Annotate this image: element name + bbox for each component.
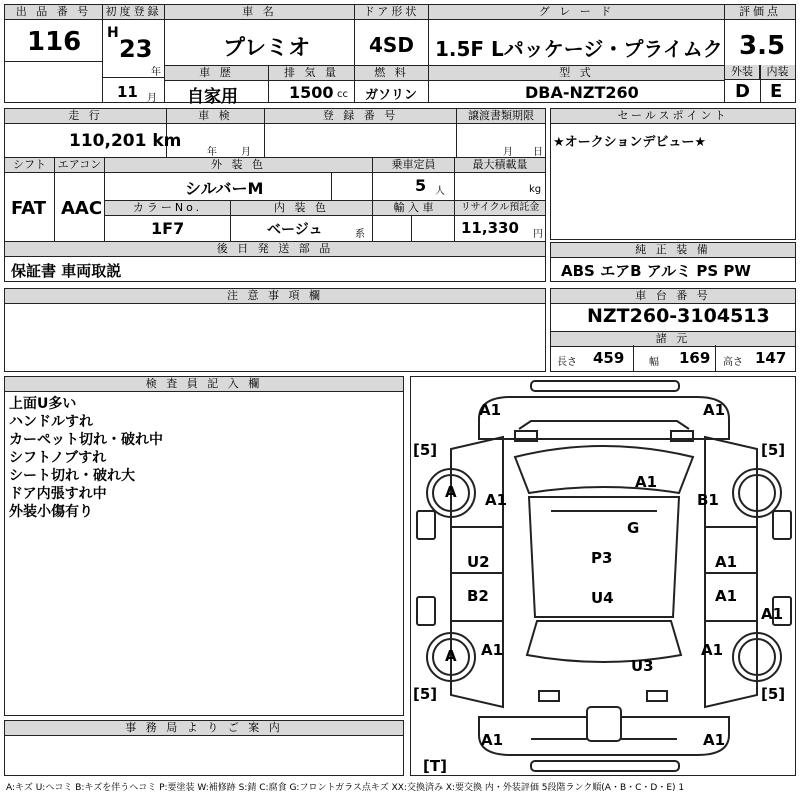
length-label: 長さ <box>557 357 577 368</box>
inspector-line: カーペット切れ・破れ中 <box>9 432 163 448</box>
chassis-label: 車 台 番 号 <box>551 289 795 304</box>
inspector-line: ハンドルすれ <box>9 414 93 430</box>
mark-windshield: A1 <box>635 473 658 491</box>
import-cell <box>373 201 455 241</box>
ac-label: エアコン <box>55 158 104 173</box>
tire-fl-tread: [5] <box>413 441 438 459</box>
tire-fr-tread: [5] <box>761 441 786 459</box>
score-value: 3.5 <box>739 31 786 61</box>
mileage-label: 走 行 <box>5 109 166 124</box>
score-label: 評価点 <box>725 5 795 20</box>
mark-fender-right: B1 <box>697 491 719 509</box>
spare-tire-tread: [T] <box>423 757 447 775</box>
tire-rr-tread: [5] <box>761 685 786 703</box>
mileage-cell <box>5 109 182 157</box>
color-value: シルバーM <box>185 179 264 198</box>
office-section <box>4 720 404 776</box>
name-cell <box>165 5 355 65</box>
inspector-line: ドア内張すれ中 <box>9 486 107 502</box>
car-name: プレミオ <box>223 36 311 61</box>
notes-label: 注 意 事 項 欄 <box>5 289 545 304</box>
inspector-line: 外装小傷有り <box>9 504 93 520</box>
reg-year: 23 <box>119 35 153 63</box>
fuel-label: 燃 料 <box>355 66 428 81</box>
import-label: 輸 入 車 <box>373 201 454 216</box>
grade-cell <box>429 5 725 65</box>
width-label: 幅 <box>649 357 659 368</box>
mileage-value: 110,201 km <box>69 131 182 151</box>
intcolor-cell <box>231 201 373 241</box>
mark-door-rl: B2 <box>467 587 489 605</box>
mark-trunk-area: U4 <box>591 589 614 607</box>
mark-roof: P3 <box>591 549 613 567</box>
inspection-label: 車 検 <box>167 109 264 124</box>
regno-label: 登 録 番 号 <box>265 109 456 124</box>
regno-cell <box>265 109 457 157</box>
width-value: 169 <box>679 349 711 367</box>
fuel-value: ガソリン <box>365 88 418 103</box>
inspector-line: シート切れ・破れ大 <box>9 468 135 484</box>
colorno-cell <box>105 201 231 241</box>
interior-value: E <box>770 81 783 102</box>
interior-label: 内装 <box>760 65 795 80</box>
mark-front-right: A1 <box>703 401 726 419</box>
recycle-value: 11,330 <box>461 219 519 237</box>
tire-rl-tread: [5] <box>413 685 438 703</box>
mark-front-left: A1 <box>479 401 502 419</box>
exterior-value: D <box>735 81 750 102</box>
transfer-month: 月 <box>503 147 513 158</box>
color-label: 外 装 色 <box>105 158 372 173</box>
sales-text: ★オークションデビュー★ <box>553 135 707 150</box>
shift-value: FAT <box>11 198 47 219</box>
score-cell <box>725 5 795 102</box>
inspector-section <box>4 376 404 716</box>
ac-cell <box>55 158 105 241</box>
exterior-label: 外装 <box>725 65 760 80</box>
door-label: ドア形状 <box>355 5 428 20</box>
mark-tire-rl: A <box>445 647 457 665</box>
damage-diagram <box>410 376 796 776</box>
fuel-cell <box>355 66 429 102</box>
details-section <box>4 108 546 282</box>
model-label: 型 式 <box>429 66 724 81</box>
mark-door-fr: A1 <box>715 553 738 571</box>
reg-label: 初度登録 <box>103 5 164 20</box>
mark-quarter-left: A1 <box>481 641 504 659</box>
mark-tire-fl: A <box>445 483 457 501</box>
door-type: 4SD <box>369 33 414 57</box>
name-label: 車 名 <box>165 5 354 20</box>
transfer-label: 譲渡書類期限 <box>457 109 545 124</box>
height-label: 高さ <box>723 357 743 368</box>
color-cell <box>105 158 373 200</box>
reg-month: 11 <box>117 83 138 101</box>
year-unit: 年 <box>151 67 161 78</box>
month-unit: 月 <box>147 93 157 104</box>
spec-label: 諸 元 <box>551 331 795 347</box>
mark-rocker-right: A1 <box>761 605 784 623</box>
chassis-number: NZT260-3104513 <box>587 305 770 327</box>
displacement-label: 排 気 量 <box>269 66 354 81</box>
displacement-value: 1500 <box>289 83 334 102</box>
recycle-label: リサイクル預託金 <box>455 201 545 216</box>
colorno-value: 1F7 <box>151 219 185 238</box>
mark-rear-left: A1 <box>481 731 504 749</box>
displacement-unit: cc <box>337 89 348 100</box>
office-label: 事 務 局 よ り ご 案 内 <box>5 721 403 736</box>
capacity-label: 乗車定員 <box>373 158 454 173</box>
sales-label: セールスポイント <box>551 109 795 124</box>
notes-section <box>4 288 546 372</box>
car-outline <box>411 377 795 775</box>
model-cell <box>429 66 725 102</box>
equip-text: ABS エアB アルミ PS PW <box>561 262 751 280</box>
chassis-section <box>550 288 796 372</box>
capacity-value: 5 <box>415 176 427 195</box>
height-value: 147 <box>755 349 787 367</box>
transfer-day: 日 <box>533 147 543 158</box>
later-value: 保証書 車両取説 <box>11 262 122 280</box>
door-cell <box>355 5 429 65</box>
load-label: 最大積載量 <box>455 158 545 173</box>
load-cell <box>455 158 545 200</box>
inspector-line: シフトノブすれ <box>9 450 107 466</box>
intcolor-label: 内 装 色 <box>231 201 372 216</box>
capacity-cell <box>373 158 455 200</box>
shift-label: シフト <box>5 158 54 173</box>
sales-point-section <box>550 108 796 240</box>
inspection-cell <box>167 109 265 157</box>
grade-value: 1.5F Lパッケージ・プライムク <box>435 37 723 61</box>
reg-era: H <box>107 25 119 41</box>
transfer-cell <box>457 109 545 157</box>
history-value: 自家用 <box>187 87 238 107</box>
lot-label: 出 品 番 号 <box>5 5 102 20</box>
mark-trunk: U3 <box>631 657 654 675</box>
inspector-line: 上面U多い <box>9 396 77 412</box>
inspector-notes <box>9 395 163 521</box>
colorno-label: カラーNo. <box>105 201 230 216</box>
intcolor-unit: 系 <box>355 229 365 240</box>
ac-value: AAC <box>61 198 103 219</box>
grade-label: グ レ ー ド <box>429 5 724 20</box>
recycle-cell <box>455 201 545 241</box>
lot-cell <box>5 5 103 102</box>
mark-glass: G <box>627 519 640 537</box>
mark-rear-right: A1 <box>703 731 726 749</box>
registration-cell <box>103 5 165 102</box>
history-label: 車 歴 <box>165 66 268 81</box>
inspection-month: 月 <box>241 147 251 158</box>
top-section <box>4 4 796 107</box>
later-label: 後 日 発 送 部 品 <box>5 242 545 257</box>
displacement-cell <box>269 66 355 102</box>
recycle-unit: 円 <box>533 229 543 240</box>
mark-fender-left: A1 <box>485 491 508 509</box>
model-value: DBA-NZT260 <box>525 83 639 102</box>
inspection-year: 年 <box>207 147 217 158</box>
equip-label: 純 正 装 備 <box>551 243 795 258</box>
history-cell <box>165 66 269 107</box>
equipment-section <box>550 242 796 282</box>
intcolor-value: ベージュ <box>267 222 323 238</box>
mark-quarter-right: A1 <box>701 641 724 659</box>
length-value: 459 <box>593 349 625 367</box>
legend: A:キズ U:ヘコミ B:キズを伴うヘコミ P:要塗装 W:補修跡 S:錆 C:腐食 G:フロントガラス点キズ XX:交換済み X:要交換 内・外装評価 5段階ランク順(A・B・C・D・E) 1 <box>6 783 685 793</box>
inspector-label: 検 査 員 記 入 欄 <box>5 377 403 392</box>
capacity-unit: 人 <box>435 186 445 197</box>
shift-cell <box>5 158 55 241</box>
load-unit: kg <box>529 184 542 195</box>
mark-door-fl: U2 <box>467 553 490 571</box>
mark-door-rr: A1 <box>715 587 738 605</box>
lot-number: 116 <box>27 27 82 57</box>
